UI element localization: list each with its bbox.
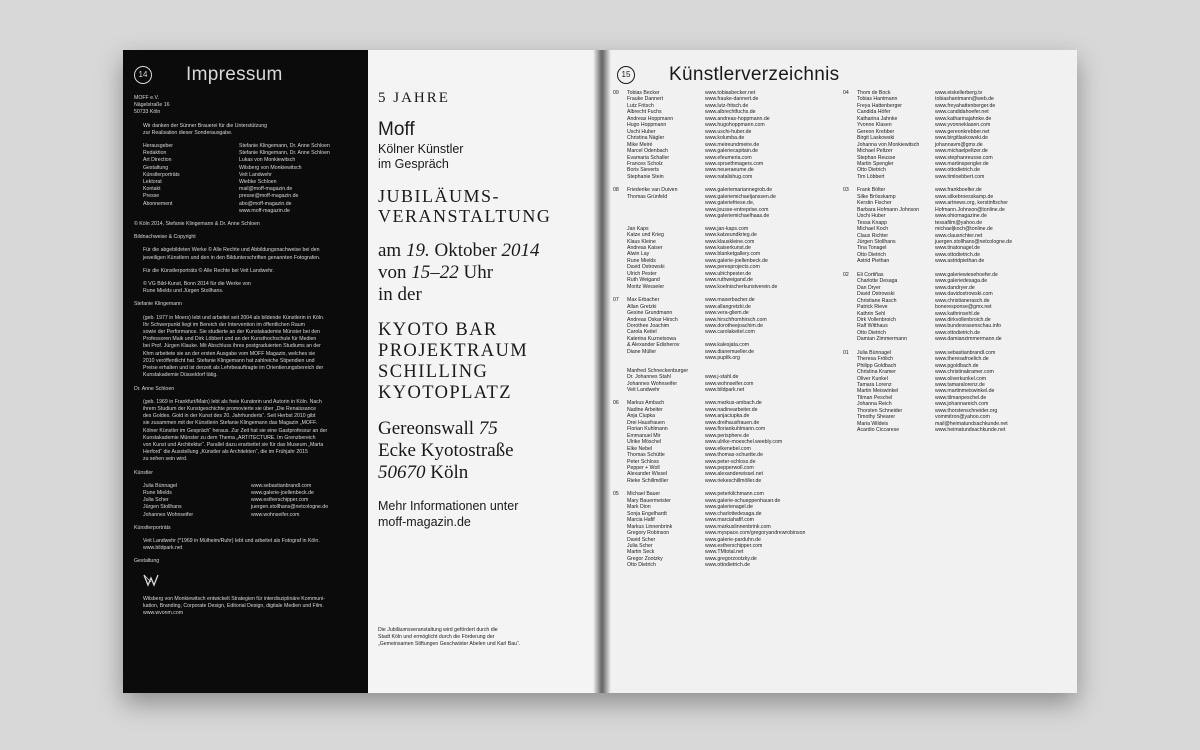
bio-schloen: (geb. 1969 in Frankfurt/Main) lebt als freie Kuratorin und Autorin in Köln. Nach ihrem Studium der Kunstgeschichte promovierte sie über „Die Renaissance des Goldes. Gold in der Kunst des 20. Jahrhunderts“. Seit Herbst 2010 gibt sie zusammen mit der Künstlerin Stefanie Klingemann das Magazin „MOFF. Kölner Künstler im Gespräch“ heraus. Zur Zeit hat sie eine Gastprofessur an der Kunstakademie Münster zu dem Thema „ARTITECTURE. Im Grenzbereich von Kunst und Architektur“. Parallel dazu erarbeitet sie für das Museum „Marta Herford“ die Ausstellung „Künstler als Architekten“, die im Frühjahr 2015 zu sehen sein wird. [143, 398, 328, 463]
artist-url[interactable]: www.myspace.com/gregoryandrewrobinson [705, 530, 806, 537]
artist-name: Veit Landwehr [627, 387, 660, 394]
artist-url[interactable]: www.nadinearbeiter.de [705, 406, 758, 413]
artist-name: Ulrike Möschel [627, 439, 662, 446]
artist-name: Hugo Hoppmann [627, 122, 667, 129]
artist-name: Marcel Odenbach [627, 148, 668, 155]
artist-name: Johanna von Monkiewitsch [857, 141, 920, 148]
event-address: Gereonswall 75 Ecke Kyotostraße 50670 Köln [378, 418, 514, 483]
artist-url[interactable]: www.maxerbacher.de [705, 297, 755, 304]
artist-name: Peter Schloss [627, 458, 660, 465]
artists-heading: Künstler [134, 469, 154, 476]
artist-url[interactable]: tobiashantmann@web.de [935, 96, 994, 103]
artist-name: Mary Bauermeister [627, 497, 671, 504]
artist-name: Markus Ambach [627, 400, 665, 407]
artist-url[interactable]: www.peter-schloss.de [705, 458, 756, 465]
artist-name: Johannes Wohnseifer [627, 380, 678, 387]
vg-bildkunst: © VG Bild-Kunst, Bonn 2014 für die Werke von Rune Mields und Jürgen Stollhans. [143, 281, 251, 295]
artist-name: David Ostrowski [857, 291, 895, 298]
page-number-14: 14 [134, 66, 152, 84]
artist-name: Kerstin Fischer [857, 200, 892, 207]
artist-url[interactable]: www.galerie-parduhn.de [705, 536, 761, 543]
artist-name: Manfred Schneckenburger [627, 367, 689, 374]
issue-number: 07 [613, 297, 619, 304]
artist-url[interactable]: www.galeriemichaeljanssen.de [705, 193, 776, 200]
artist-name: Michael Bauer [627, 491, 661, 498]
jubilee-heading: JUBILÄUMS- VERANSTALTUNG [378, 186, 552, 226]
artist-url[interactable]: www.lutz-fritsch.de [705, 102, 749, 109]
artist-link[interactable]: www.sebastianbrandl.com [251, 482, 312, 489]
artist-url[interactable]: www.markuslinnenbrink.com [705, 523, 771, 530]
portraits-text: Veit Landwehr (*1969 in Mülheim/Ruhr) lebt und arbeitet als Fotograf in Köln. www.bildpark.net [143, 537, 320, 552]
artist-url[interactable]: www.tobiasbecker.net [705, 90, 756, 96]
artist-name: Damian Zimmermann [857, 336, 907, 343]
artist-url[interactable]: www.ulrike-moeschel.weebly.com [705, 439, 783, 446]
artist-url[interactable]: www.frauke-dannert.de [705, 96, 759, 103]
artist-name: Lutz Fritsch [627, 102, 654, 109]
artist-url[interactable]: www.michaelpeltzer.de [935, 148, 988, 155]
artist-name: Martin Seck [627, 549, 655, 556]
artist-name: Dirk Vollenbroich [857, 316, 896, 323]
artist-name: Drei Hausfrauen [627, 419, 665, 426]
copyright-line: © Köln 2014, Stefanie Klingemann & Dr. Anne Schloen [134, 221, 260, 228]
artist-name: Florian Kuhlmann [627, 426, 668, 433]
issue-number: 09 [613, 90, 619, 96]
artist-url[interactable]: www.thorstenschneider.org [935, 407, 998, 414]
artist-url[interactable]: www.gregorzootzky.de [705, 555, 757, 562]
artist-url[interactable]: www.galeriefriese.de, [705, 200, 755, 207]
artist-url[interactable]: www.galeriemichaelhaas.de [705, 213, 770, 220]
artist-url[interactable]: www.yvonneklasen.com [935, 122, 991, 129]
artist-name: Pepper + Woll [627, 465, 660, 472]
contact-email[interactable]: mail@moff-magazin.de [239, 186, 293, 193]
artist-url[interactable]: www.estherschipper.com [705, 543, 763, 549]
bio-klingemann: (geb. 1977 in Moers) lebt und arbeitet seit 2004 als bildende Künstlerin in Köln. Ihr Schwerpunkt liegt im Bereich der Intervention im öffentlichen Raum sowie der Performance. Sie studierte an der Kunstakademie Münster bei den Professoren Maik und Dirk Löbbert und an der Kunsthochschule für Medien bei Prof. Jürgen Klauke. Mit Abschluss ihres postgraduierten Studiums an der Khm arbeitete sie an der ersten Ausgabe vom MOFF Magazin, welches sie 2010 veröffentlicht hat. Stefanie Klingemann hat zahlreiche Stipendien und Preise erhalten und ist derzeit als Lehrbeauftragte im Orientierungsbereich der Kunstakademie Düsseldorf tätig. [143, 314, 325, 379]
artist-name: Andreas Kaiser [627, 244, 663, 251]
artist-name: Klaus Kleine [627, 238, 656, 245]
artist-url[interactable]: www.wohnseifer.com [705, 380, 754, 387]
artist-url[interactable]: michaeljkoch@tonline.de [935, 226, 993, 233]
artist-name: Ralf Witthaus [857, 323, 888, 330]
artist-url[interactable]: www.koelnischerkunstverein.de [705, 283, 778, 290]
artist-name: Astrid Piethan [857, 258, 890, 265]
artist-url[interactable]: www.candidahoefer.net [935, 109, 989, 116]
artist-url[interactable]: www.astridpiethan.de [935, 258, 985, 265]
issue-number: 02 [843, 271, 849, 278]
artist-name: Barbara Hofmann Johnson [857, 206, 919, 213]
artist-url[interactable]: www.floriankuhlmann.com [705, 426, 766, 433]
artist-name: Mark Dion [627, 504, 651, 511]
issue-number: 06 [613, 400, 619, 407]
artist-url[interactable]: www.sebastianbrandl.com [935, 349, 996, 356]
artist-url[interactable]: www.ottodietrich.de [935, 167, 980, 174]
impressum-header [134, 64, 357, 86]
artist-url[interactable]: www.tilmanpeschel.de [935, 394, 987, 401]
directory-group [613, 90, 843, 180]
artist-name: Dr. Johannes Stahl [627, 374, 671, 381]
artist-url[interactable]: www.blanketgallery.com [705, 251, 761, 258]
artist-name: Carola Keitel [627, 329, 657, 336]
portrait-rights: Für die Künstlerporträts © Alle Rechte bei Veit Landwehr. [143, 267, 274, 274]
artist-name: Ruth Weigand [627, 277, 660, 284]
artist-url[interactable]: www.jousse-entreprise.com [705, 206, 769, 213]
artist-link[interactable]: www.wohnseifer.com [251, 511, 300, 518]
artist-name: Yvonne Klasen [857, 122, 892, 129]
artist-name: Moritz Wesseler [627, 283, 665, 290]
artist-name: Rune Mields [627, 257, 656, 264]
artist-url[interactable]: www.bildpark.net [705, 387, 745, 394]
issue-number: 01 [843, 349, 849, 356]
artist-name: Friederike van Duiven [627, 187, 678, 194]
artist-name: Andreas Oskar Hirsch [627, 316, 678, 323]
artist-name: Patrick Rieve [857, 304, 888, 311]
artist-url[interactable]: www.klauskleine.com [705, 238, 755, 245]
artist-name: Tobias Hantmann [857, 96, 898, 103]
artist-url[interactable]: mail@heimatundsachkunde.net [935, 420, 1008, 427]
issue-number: 05 [613, 491, 619, 498]
directory-column-right [843, 90, 1073, 441]
moff-title: Moff [378, 119, 415, 140]
artist-url[interactable]: www.clausrichter.net [935, 232, 983, 239]
artist-url[interactable]: www.ohiomagazine.de [935, 213, 987, 220]
artist-url[interactable]: www.pepperwoll.com [705, 465, 754, 472]
artist-url[interactable]: www.damianzimmermann.de [935, 336, 1002, 343]
page-number-15: 15 [617, 66, 635, 84]
press-email[interactable]: presse@moff-magazin.de [239, 193, 299, 200]
moff-subtitle: Kölner Künstler im Gespräch [378, 142, 464, 171]
artist-name: Maria Wildeis [857, 420, 889, 427]
bio-heading-klingemann: Stefanie Klingemann [134, 301, 182, 308]
artist-url[interactable]: www.christianerasch.de [935, 297, 990, 304]
artist-name: Martin Meiswinkel [857, 388, 899, 395]
artist-url[interactable]: www.peterkilchmann.com [705, 491, 764, 498]
artist-url[interactable]: Hofmann.Johnson@tonline.de [935, 206, 1005, 213]
magazine-spread [123, 50, 1077, 693]
artist-name: Sonja Engelhardt [627, 510, 667, 517]
artist-name: Silke Brösskamp [857, 193, 896, 200]
artist-name: Dan Dryer [857, 284, 881, 291]
artist-url[interactable]: www.ottodietrich.de [705, 562, 750, 569]
artist-name: Thomas Grünfeld [627, 193, 668, 200]
artist-url[interactable]: www.galeriedesaga.de [935, 278, 988, 285]
artist-url[interactable]: www.carolakeitel.com [705, 329, 755, 336]
artist-url[interactable]: www.bundesrasenschau.info [935, 323, 1002, 330]
artist-link[interactable]: juergen.stollhans@netcologne.de [251, 504, 329, 511]
artist-url[interactable]: www.kaiserkunst.de [705, 244, 751, 251]
artist-name: Allan Gretzki [627, 303, 657, 310]
publisher-address: MOFF e.V. Nägelstraße 16 50733 Köln [134, 95, 170, 116]
artist-url[interactable]: www.galeriewiesehoefer.de [935, 271, 998, 278]
issue-number: 04 [843, 90, 849, 96]
artist-name: Tim Löbbert [857, 173, 885, 180]
artist-url[interactable]: www.anjaciupka.de [705, 413, 750, 420]
artist-url[interactable]: www.galerie-joellenbeck.de [705, 257, 768, 264]
artist-name: Frauke Dannert [627, 96, 664, 103]
artist-name: Evamaria Schaller [627, 154, 670, 161]
artist-name: Albrecht Fuchs [627, 109, 662, 116]
artist-name: Gregory Robinson [627, 530, 670, 537]
artist-name: Anja Ciupka [627, 413, 655, 420]
artist-name: Marcia Hafif [627, 517, 655, 524]
artist-url[interactable]: www.galeriemariannegrob.de [705, 187, 773, 194]
impressum-title: Impressum [186, 64, 283, 85]
artist-name: Thomas Schütte [627, 452, 665, 459]
artist-url[interactable]: www.kathrinsehl.de [935, 310, 980, 317]
artist-name: Emmanuel Mir [627, 432, 661, 439]
directory-group [613, 187, 843, 290]
artist-name: Otto Dietrich [857, 329, 886, 336]
artist-url[interactable]: www.dreihausfrauen.de [705, 419, 760, 426]
artist-url[interactable]: www.heimatundsachkunde.net [935, 427, 1006, 434]
bio-heading-schloen: Dr. Anne Schloen [134, 385, 175, 392]
directory-header [617, 64, 1077, 86]
artist-name: Philipp Goldbach [857, 362, 897, 369]
artist-url[interactable]: www.birgitlaskowski.de [935, 135, 989, 142]
sponsor-footnote: Die Jubiläumsveranstaltung wird gefördert durch die Stadt Köln und ermöglicht durch die Förderung der „Gemeinsamen Stiftungen Geschwister Abelen und Karl Bau“. [378, 627, 521, 647]
artist-name: Mike Meiré [627, 141, 653, 148]
artist-url[interactable]: www.dorotheejoachim.de [705, 322, 763, 329]
artist-url[interactable]: www.efeumeria.com [705, 154, 752, 161]
artist-url[interactable]: www.riekeschillmöller.de [705, 477, 762, 484]
artist-name: Gregor Zootzky [627, 555, 663, 562]
artist-url[interactable]: www.davidostrowski.com [935, 291, 993, 298]
artist-name: Johanna Reich [857, 401, 892, 408]
artist-name: Candida Höfer [857, 109, 891, 116]
design-text: Wilsberg von Monkiewitsch entwickelt Strategien für interdisziplinäre Kommuni- kation, Branding, Corporate Design, Editorial Design, digitale Medien und Film. www.wvonm.com [143, 595, 325, 616]
artist-name: Acardio Ciccarese [857, 427, 900, 434]
artist-name: Ulrich Pester [627, 270, 657, 277]
artist-name: Jürgen Stollhans [857, 238, 896, 245]
artist-url[interactable]: www.frankboelter.de [935, 187, 982, 194]
artist-name: Dorothee Joachim [627, 322, 670, 329]
right-page [601, 50, 1077, 693]
artist-url[interactable]: www.christinakramer.com [935, 369, 994, 376]
image-credits-text: Für die abgebildeten Werke © Alle Rechte und Abbildungsnachweise bei den jeweiligen Künstlern und den in den Bildunterschriften genannten Fotografen. [143, 247, 321, 261]
artist-url[interactable]: www.eiskellerberg.tv [935, 90, 983, 96]
artist-url[interactable]: www.artnews.org, kerstinfischer [935, 200, 1008, 207]
artist-name: Christiane Rasch [857, 297, 897, 304]
artist-url[interactable]: www.johannareich.com [935, 401, 989, 408]
artist-url[interactable]: www.katzeundkrieg.de [705, 232, 757, 239]
artist-name: Tobias Becker [627, 90, 660, 96]
moff-website-link[interactable]: moff-magazin.de [378, 515, 471, 529]
artist-name: & Alexander Edisherov [627, 342, 680, 349]
artist-name: Katerina Kuznetsowa [627, 335, 677, 342]
artist-name: Eli Cortiñas [857, 271, 884, 278]
artist-url[interactable]: www.silkebroesskamp.de [935, 193, 994, 200]
artist-name: Uschi Huber [857, 213, 886, 220]
issue-number: 08 [613, 187, 619, 194]
artist-name: Diane Müller [627, 348, 657, 355]
artist-url[interactable]: www.tinatonagel.de [935, 245, 980, 252]
artist-name: Andreas Hoppmann [627, 115, 674, 122]
artist-name: Tilman Peschel [857, 394, 893, 401]
artist-name: Julia Scher [627, 543, 653, 549]
artist-url[interactable]: www.martinmeiswinkel.de [935, 388, 995, 395]
artist-name: Stephan Reusse [857, 154, 896, 161]
artist-url[interactable]: www.meireundmeire.de [705, 141, 760, 148]
artist-url[interactable]: www.martinspengler.de [935, 160, 989, 167]
artist-url[interactable]: www.timloebbert.com [935, 173, 985, 180]
directory-group [843, 272, 1073, 343]
event-date: am 19. Oktober 2014 von 15–22 Uhr in der [378, 240, 540, 305]
artist-url[interactable]: www.galeriecapitain.de [705, 148, 759, 155]
artist-url[interactable]: www.jan-kaps.com [705, 225, 749, 232]
artist-url[interactable]: www.ulrichpester.de [705, 270, 752, 277]
artist-url[interactable]: www.theresafroelich.de [935, 356, 989, 363]
artist-name: Alwin Lay [627, 251, 650, 258]
artist-name: Birgit Laskowski [857, 135, 895, 142]
artist-name: Tessa Knapp [857, 219, 887, 226]
issue-number: 03 [843, 187, 849, 194]
website-link[interactable]: www.moff-magazin.de [239, 207, 290, 214]
artist-name: Katharina Jahnke [857, 115, 898, 122]
artist-link[interactable]: www.galerie-joellenbeck.de [251, 489, 314, 496]
artist-url[interactable]: www.j-stahl.de [705, 374, 739, 381]
artist-url[interactable]: www.thomas-schuette.de [705, 452, 763, 459]
directory-title: Künstlerverzeichnis [669, 64, 840, 85]
artist-url[interactable]: www.ruthweigand.de [705, 277, 753, 284]
artist-name: Alexander Wissel [627, 471, 668, 478]
artist-name: Katze und Krieg [627, 232, 664, 239]
artist-url[interactable]: www.alexanderwissel.net [705, 471, 763, 478]
artist-url[interactable]: www.neueraeume.de [705, 167, 754, 174]
directory-group [613, 491, 843, 568]
artist-name: Oliver Kunkel [857, 375, 888, 382]
artist-url[interactable]: www.uschi-huber.de [705, 128, 752, 135]
artist-name: Martin Spengler [857, 160, 894, 167]
artist-name: Thom de Bock [857, 90, 891, 96]
artist-name: Theresa Frölich [857, 356, 894, 363]
artist-name: Tina Tonagel [857, 245, 887, 252]
artist-url[interactable]: www.kolumba.de [705, 135, 745, 142]
artist-name: Michael Koch [857, 226, 889, 233]
artist-name: Uschi Huber [627, 128, 656, 135]
artist-url[interactable]: juergen.stollhans@netcologne.de [935, 238, 1013, 245]
artist-name: Elke Nebel [627, 445, 653, 452]
artist-name: Gesine Grundmann [627, 310, 673, 317]
more-info: Mehr Informationen unter moff-magazin.de [378, 498, 593, 530]
credits-table: Herausgeber Stefanie Klingemann, Dr. Anne Schloen Redaktion Stefanie Klingemann, Dr. Anne Schloen Art Direction Lukas von Monkiewitsch Gestaltung Wilsberg von Monkiewitsch Künstlerporträts Veit Landwehr Lektorat Wiebke Schloen Kontakt mail@moff-magazin.de Presse presse@moff-magazin.de Abonnement abo@moff-magazin.de www.moff-magazin.de [134, 143, 357, 215]
artist-url[interactable]: www.gereonkrebber.net [935, 128, 990, 135]
directory-group [843, 90, 1073, 180]
artist-name: Jan Kaps [627, 225, 649, 232]
artist-url[interactable]: www.allangretzki.de [705, 303, 751, 310]
artist-name: Markus Linnenbrink [627, 523, 673, 530]
artist-url[interactable]: www.elkenebel.com [705, 445, 751, 452]
design-heading: Gestaltung [134, 558, 160, 565]
artist-url[interactable]: www.natalishug.com [705, 173, 753, 180]
directory-group [843, 187, 1073, 264]
event-announcement [368, 50, 593, 693]
artist-name: Freya Hattenberger [857, 102, 902, 109]
artist-url[interactable]: www.hugohoppmann.com [705, 122, 765, 129]
artist-url[interactable]: www.stephanreusse.com [935, 154, 993, 161]
artist-url[interactable]: www.perisphere.de [705, 432, 750, 439]
artist-name: David Ostrowski [627, 264, 665, 271]
artist-url[interactable]: www.TMtotal.net [705, 549, 744, 556]
artist-name: Max Erbacher [627, 297, 660, 304]
artist-name: Claus Richter [857, 232, 889, 239]
artist-url[interactable]: vommitron@yahoo.com [935, 414, 990, 421]
artist-url[interactable]: www.pgoldbach.de [935, 362, 979, 369]
artist-name: Tamara Lorenz [857, 382, 892, 389]
impressum-column [123, 50, 368, 693]
artist-url[interactable]: tessafilm@yahoo.de [935, 219, 983, 226]
artist-url[interactable]: www.charlottedesaga.de [705, 510, 762, 517]
artist-name: Nadine Arbeiter [627, 406, 663, 413]
artist-name: Christina Kramer [857, 369, 896, 376]
artist-url[interactable]: www.andreas-hoppmann.de [705, 115, 770, 122]
artist-url[interactable]: www.katharinajahnke.de [935, 115, 992, 122]
left-page [123, 50, 601, 693]
artist-url[interactable]: www.kalesjata.com [705, 342, 750, 349]
artist-name: Boris Sieverts [627, 167, 659, 174]
artist-name: Gereon Krebber [857, 128, 895, 135]
anniversary-years: 5 JAHRE [378, 90, 450, 106]
artist-url[interactable]: www.puplik.org [705, 355, 740, 362]
artist-url[interactable]: www.ottodietrich.de [935, 251, 980, 258]
artist-url[interactable]: www.peresprojects.com [705, 264, 760, 271]
directory-group [843, 350, 1073, 434]
artist-url[interactable]: boneresponse@gmx.net [935, 304, 992, 311]
image-credits-heading: Bildnachweise & Copyright [134, 234, 196, 241]
artist-url[interactable]: www.galerie-schueppenhauer.de [705, 497, 781, 504]
artist-url[interactable]: www.galerienagel.de [705, 504, 753, 511]
artist-url[interactable]: www.hirschfromhirsch.com [705, 316, 767, 323]
wvonm-logo-icon [143, 573, 357, 592]
directory-column-left [613, 90, 843, 576]
artist-url[interactable]: www.dianemueller.de [705, 348, 755, 355]
artist-url[interactable]: www.marciahafif.com [705, 517, 755, 524]
artist-name: Charlotte Desaga [857, 278, 898, 285]
abo-email[interactable]: abo@moff-magazin.de [239, 200, 292, 207]
artist-url[interactable]: www.markus-ambach.de [705, 400, 762, 407]
artist-name: Christina Nägler [627, 135, 665, 142]
artist-name: Julia Bünnagel [857, 349, 892, 356]
artist-name: Kathrin Sehl [857, 310, 886, 317]
artist-name: Michael Peltzer [857, 148, 893, 155]
artist-name: Otto Dietrich [627, 562, 656, 569]
artist-link[interactable]: www.estherschipper.com [251, 497, 309, 504]
artist-url[interactable]: www.albrechtfuchs.de [705, 109, 756, 116]
artist-name: Otto Dietrich [857, 251, 886, 258]
artist-url[interactable]: www.spruethmagers.com [705, 160, 764, 167]
artist-name: David Scher [627, 536, 656, 543]
artist-name: Stephanie Stein [627, 173, 664, 180]
artist-url[interactable]: www.ottodietrich.de [935, 329, 980, 336]
event-venue: KYOTO BAR PROJEKTRAUM SCHILLING KYOTOPLATZ [378, 320, 529, 403]
artist-url[interactable]: johannavm@gmx.de [935, 141, 983, 148]
artist-url[interactable]: www.freyahattenberger.de [935, 102, 996, 109]
artist-url[interactable]: www.tamaralorenz.de [935, 382, 985, 389]
artist-name: Otto Dietrich [857, 167, 886, 174]
artist-url[interactable]: www.oliverkunkel.com [935, 375, 987, 382]
artist-name: Frank Bölter [857, 187, 886, 194]
thanks-text: Wir danken der Sünner Brauerei für die Unterstützung zur Realisation dieser Sonderausgabe. [143, 122, 267, 136]
artist-name: Frances Scholz [627, 160, 663, 167]
directory-group [613, 400, 843, 484]
artist-name: Timothy Shearer [857, 414, 896, 421]
directory-group [613, 297, 843, 393]
artist-url[interactable]: www.dirkvollenbroich.de [935, 316, 991, 323]
artist-name: Rieke Schillmöller [627, 477, 669, 484]
artist-name: Thorsten Schneider [857, 407, 903, 414]
artist-url[interactable]: www.vera-gliem.de [705, 310, 749, 317]
artist-url[interactable]: www.dandryer.de [935, 284, 975, 291]
artists-table: Julia Bünnagel www.sebastianbrandl.com Rune Mields www.galerie-joellenbeck.de Julia Scher www.estherschipper.com Jürgen Stollhans juergen.stollhans@netcologne.de Johannes Wohnseifer www.wohnseifer.com [134, 483, 357, 519]
portraits-heading: Künstlerporträts [134, 524, 171, 531]
